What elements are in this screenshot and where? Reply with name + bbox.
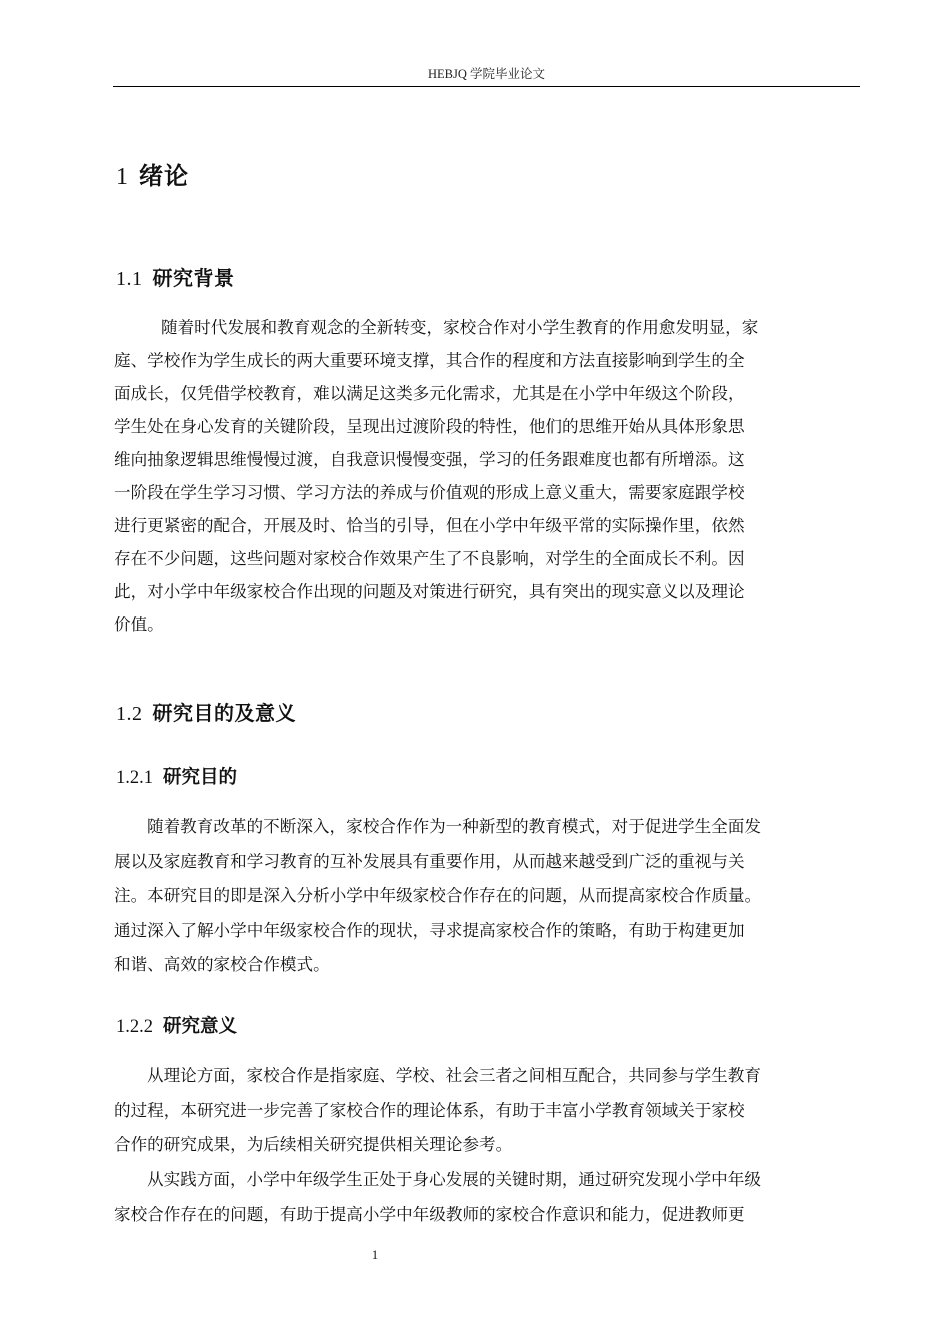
- section-number: 1.1: [116, 268, 143, 290]
- paragraph-line: 展以及家庭教育和学习教育的互补发展具有重要作用，从而越来越受到广泛的重视与关: [114, 851, 745, 871]
- significance-paragraph-theory: [114, 1059, 874, 1163]
- paragraph-line: 随着教育改革的不断深入，家校合作作为一种新型的教育模式，对于促进学生全面发: [147, 817, 761, 836]
- paragraph-line: 合作的研究成果，为后续相关研究提供相关理论参考。: [114, 1135, 513, 1154]
- chapter-title: 绪论: [139, 162, 189, 190]
- subsection-number: 1.2.1: [116, 768, 153, 788]
- paragraph-line: 一阶段在学生学习习惯、学习方法的养成与价值观的形成上意义重大，需要家庭跟学校: [114, 483, 745, 502]
- purpose-paragraph: [114, 810, 874, 983]
- paragraph-line: 从实践方面，小学中年级学生正处于身心发展的关键时期，通过研究发现小学中年级: [147, 1170, 761, 1189]
- paragraph-line: 和谐、高效的家校合作模式。: [114, 955, 330, 974]
- paragraph-line: 庭、学校作为学生成长的两大重要环境支撑，其合作的程度和方法直接影响到学生的全: [114, 351, 745, 370]
- running-header: HEBJQ 学院毕业论文: [427, 67, 546, 81]
- paragraph-line: 注。本研究目的即是深入分析小学中年级家校合作存在的问题，从而提高家校合作质量。: [114, 886, 762, 905]
- subsection-heading-1-2-1: [116, 763, 237, 789]
- paragraph-line: 价值。: [114, 615, 164, 634]
- section-heading-1-1: [116, 262, 235, 291]
- subsection-heading-1-2-2: [116, 1012, 237, 1038]
- paragraph-line: 维向抽象逻辑思维慢慢过渡，自我意识慢慢变强，学习的任务跟难度也都有所增添。这: [114, 450, 745, 469]
- paragraph-line: 家校合作存在的问题，有助于提高小学中年级教师的家校合作意识和能力，促进教师更: [114, 1204, 745, 1224]
- header-divider: [113, 86, 860, 87]
- chapter-number: 1: [116, 164, 129, 190]
- section-number: 1.2: [116, 703, 143, 725]
- paragraph-line: 学生处在身心发育的关键阶段，呈现出过渡阶段的特性，他们的思维开始从具体形象思: [114, 417, 745, 436]
- section-heading-1-2: [116, 697, 296, 726]
- paragraph-line: 此，对小学中年级家校合作出现的问题及对策进行研究，具有突出的现实意义以及理论: [114, 582, 745, 601]
- paragraph-line: 面成长，仅凭借学校教育，难以满足这类多元化需求，尤其是在小学中年级这个阶段，: [114, 384, 745, 403]
- section-title: 研究目的及意义: [152, 701, 296, 725]
- section-title: 研究背景: [152, 266, 235, 290]
- subsection-title: 研究目的: [163, 767, 238, 788]
- significance-paragraph-practice: [114, 1163, 874, 1232]
- background-paragraph: [114, 311, 874, 641]
- paragraph-line: 存在不少问题，这些问题对家校合作效果产生了不良影响，对学生的全面成长不利。因: [114, 549, 745, 568]
- paragraph-line: 的过程，本研究进一步完善了家校合作的理论体系，有助于丰富小学教育领域关于家校: [114, 1100, 745, 1120]
- subsection-number: 1.2.2: [116, 1017, 153, 1037]
- paragraph-line: 从理论方面，家校合作是指家庭、学校、社会三者之间相互配合，共同参与学生教育: [147, 1066, 761, 1085]
- chapter-heading: [116, 156, 189, 191]
- subsection-title: 研究意义: [163, 1016, 238, 1037]
- paragraph-line: 进行更紧密的配合，开展及时、恰当的引导，但在小学中年级平常的实际操作里，依然: [114, 516, 745, 535]
- page-number: 1: [371, 1248, 379, 1262]
- paragraph-line: 随着时代发展和教育观念的全新转变，家校合作对小学生教育的作用愈发明显，家: [161, 318, 759, 337]
- paragraph-line: 通过深入了解小学中年级家校合作的现状，寻求提高家校合作的策略，有助于构建更加: [114, 920, 745, 940]
